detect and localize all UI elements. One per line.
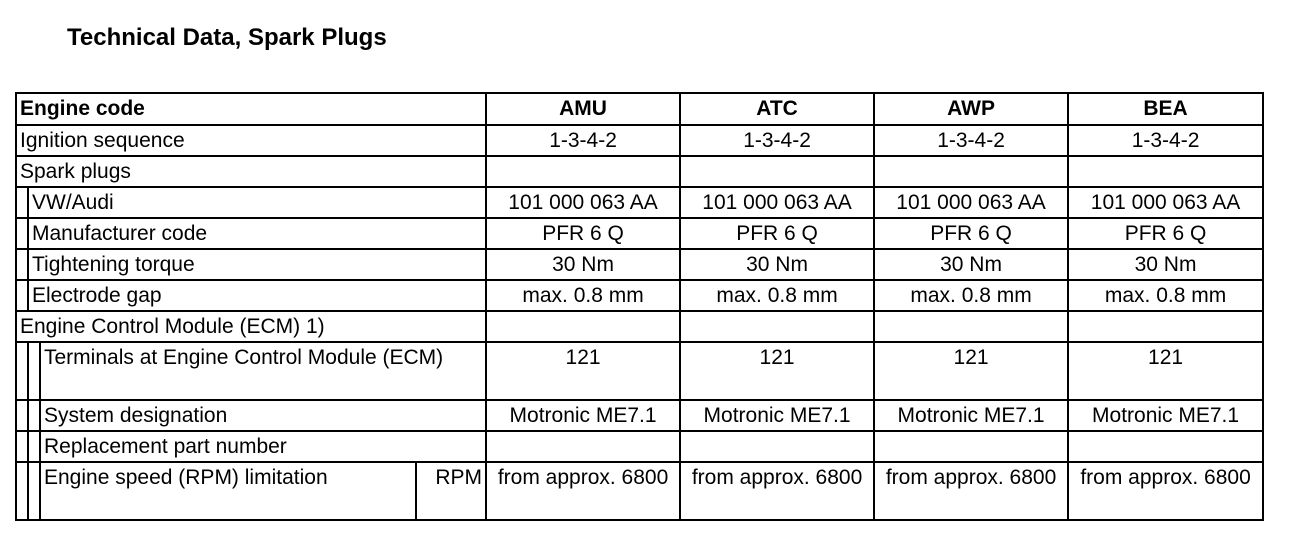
indent-cell [28, 400, 40, 431]
empty-cell [874, 156, 1068, 187]
indent-cell [16, 431, 28, 462]
spark-plugs-label: Spark plugs [16, 156, 486, 187]
empty-cell [486, 311, 680, 342]
indent-cell [16, 218, 28, 249]
torque-value: 30 Nm [486, 249, 680, 280]
indent-cell [16, 342, 28, 400]
gap-value: max. 0.8 mm [680, 280, 874, 311]
manufacturer-value: PFR 6 Q [486, 218, 680, 249]
system-label: System designation [40, 400, 486, 431]
system-value: Motronic ME7.1 [680, 400, 874, 431]
vw-audi-value: 101 000 063 AA [486, 187, 680, 218]
indent-cell [28, 342, 40, 400]
gap-value: max. 0.8 mm [486, 280, 680, 311]
indent-cell [16, 280, 28, 311]
spec-table [15, 92, 1264, 521]
rpm-limit-value: from approx. 6800 [874, 462, 1068, 520]
torque-value: 30 Nm [874, 249, 1068, 280]
engine-code-awp: AWP [874, 93, 1068, 125]
empty-cell [1068, 311, 1263, 342]
table-row [16, 400, 1263, 431]
ignition-value: 1-3-4-2 [486, 125, 680, 156]
terminals-value: 121 [486, 342, 680, 400]
indent-cell [16, 400, 28, 431]
rpm-limit-value: from approx. 6800 [1068, 462, 1263, 520]
vw-audi-value: 101 000 063 AA [874, 187, 1068, 218]
vw-audi-label: VW/Audi [28, 187, 486, 218]
replacement-label: Replacement part number [40, 431, 486, 462]
indent-cell [16, 462, 28, 520]
table-row [16, 431, 1263, 462]
indent-cell [28, 462, 40, 520]
empty-cell [680, 311, 874, 342]
torque-value: 30 Nm [1068, 249, 1263, 280]
indent-cell [28, 431, 40, 462]
empty-cell [1068, 431, 1263, 462]
table-row [16, 156, 1263, 187]
rpm-limit-value: from approx. 6800 [680, 462, 874, 520]
rpm-limit-value: from approx. 6800 [486, 462, 680, 520]
terminals-value: 121 [680, 342, 874, 400]
rpm-limit-label: Engine speed (RPM) limitation [40, 462, 416, 520]
vw-audi-value: 101 000 063 AA [1068, 187, 1263, 218]
terminals-value: 121 [874, 342, 1068, 400]
table-row [16, 125, 1263, 156]
empty-cell [680, 431, 874, 462]
table-row [16, 218, 1263, 249]
table-row [16, 342, 1263, 400]
torque-label: Tightening torque [28, 249, 486, 280]
ecm-label: Engine Control Module (ECM) 1) [16, 311, 486, 342]
terminals-label: Terminals at Engine Control Module (ECM) [40, 342, 486, 400]
empty-cell [874, 311, 1068, 342]
rpm-unit: RPM [416, 462, 486, 520]
system-value: Motronic ME7.1 [1068, 400, 1263, 431]
gap-label: Electrode gap [28, 280, 486, 311]
ignition-value: 1-3-4-2 [874, 125, 1068, 156]
gap-value: max. 0.8 mm [874, 280, 1068, 311]
engine-code-atc: ATC [680, 93, 874, 125]
page-title: Technical Data, Spark Plugs [67, 24, 387, 51]
table-row [16, 311, 1263, 342]
empty-cell [486, 156, 680, 187]
manufacturer-value: PFR 6 Q [874, 218, 1068, 249]
table-row [16, 249, 1263, 280]
table-row [16, 462, 1263, 520]
manufacturer-value: PFR 6 Q [1068, 218, 1263, 249]
empty-cell [680, 156, 874, 187]
system-value: Motronic ME7.1 [874, 400, 1068, 431]
indent-cell [16, 187, 28, 218]
ignition-label: Ignition sequence [16, 125, 486, 156]
engine-code-label: Engine code [16, 93, 486, 125]
system-value: Motronic ME7.1 [486, 400, 680, 431]
torque-value: 30 Nm [680, 249, 874, 280]
empty-cell [1068, 156, 1263, 187]
vw-audi-value: 101 000 063 AA [680, 187, 874, 218]
empty-cell [486, 431, 680, 462]
empty-cell [874, 431, 1068, 462]
manufacturer-label: Manufacturer code [28, 218, 486, 249]
engine-code-bea: BEA [1068, 93, 1263, 125]
indent-cell [16, 249, 28, 280]
engine-code-amu: AMU [486, 93, 680, 125]
ignition-value: 1-3-4-2 [1068, 125, 1263, 156]
terminals-value: 121 [1068, 342, 1263, 400]
ignition-value: 1-3-4-2 [680, 125, 874, 156]
spark-plug-table [15, 92, 1262, 521]
table-row [16, 187, 1263, 218]
table-row [16, 280, 1263, 311]
gap-value: max. 0.8 mm [1068, 280, 1263, 311]
header-row [16, 93, 1263, 125]
manufacturer-value: PFR 6 Q [680, 218, 874, 249]
